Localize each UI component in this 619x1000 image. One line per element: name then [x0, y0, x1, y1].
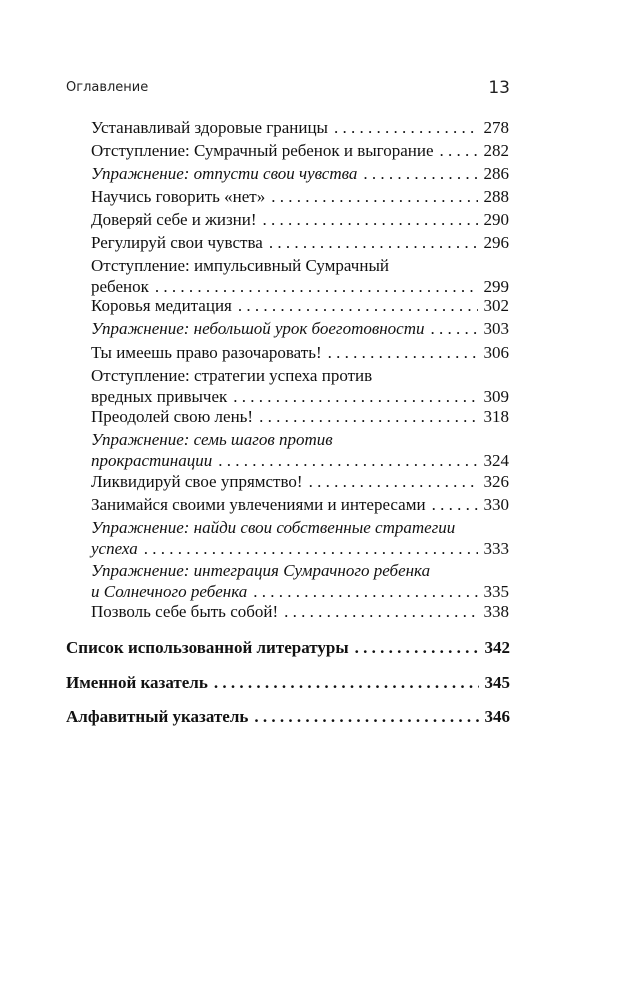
toc-entry-title: вредных привычек [91, 387, 228, 406]
toc-entry-page: 296 [483, 233, 509, 252]
dot-leader [214, 672, 479, 693]
toc-entry-page: 299 [483, 277, 509, 296]
toc-entry-title: Именной казатель [66, 673, 208, 692]
toc-entry[interactable] [91, 255, 509, 297]
toc-entry-title: Преодолей свою лень! [91, 407, 254, 426]
toc-entry[interactable] [91, 601, 509, 622]
dot-leader [269, 232, 478, 253]
toc-entry-title: Коровья медитация [91, 296, 232, 315]
toc-entry-title: успеха [91, 539, 138, 558]
toc-entry[interactable] [91, 140, 509, 161]
toc-entry-page: 288 [483, 187, 509, 206]
toc-entry-page: 318 [483, 407, 509, 426]
toc-entry[interactable] [91, 232, 509, 253]
dot-leader [309, 471, 478, 492]
dot-leader [218, 450, 477, 471]
toc-entry-page: 290 [483, 210, 509, 229]
toc-entry-page: 338 [483, 602, 509, 621]
toc-entry-title-line1: Упражнение: найди свои собственные стратегии [91, 518, 456, 537]
dot-leader [144, 538, 478, 559]
toc-entry-title: Упражнение: отпусти свои чувства [91, 164, 358, 183]
toc-entry-title: Ты имеешь право разочаровать! [91, 343, 322, 362]
dot-leader [432, 494, 478, 515]
toc-entry[interactable] [91, 186, 509, 207]
toc-entry-page: 309 [483, 387, 509, 406]
toc-entry-title-line1: Упражнение: семь шагов против [91, 430, 333, 449]
page-header [66, 78, 510, 100]
toc-entry[interactable] [91, 342, 509, 363]
toc-entry-page: 333 [483, 539, 509, 558]
toc-entry[interactable] [91, 406, 509, 427]
toc-entry[interactable] [91, 209, 509, 230]
dot-leader [263, 209, 478, 230]
toc-entry-title: Алфавитный указатель [66, 707, 249, 726]
toc-entry-title: Упражнение: небольшой урок боеготовности [91, 319, 425, 338]
dot-leader [238, 295, 478, 316]
toc-entry-title: прокрастинации [91, 451, 213, 470]
toc-entry[interactable] [91, 471, 509, 492]
toc-section-entry[interactable] [66, 706, 510, 727]
page-number: 13 [488, 78, 510, 98]
toc-entry-title: Научись говорить «нет» [91, 187, 266, 206]
dot-leader [271, 186, 477, 207]
toc-entry-page: 306 [483, 343, 509, 362]
dot-leader [253, 581, 477, 602]
dot-leader [334, 117, 478, 138]
dot-leader [440, 140, 478, 161]
toc-entry-page: 302 [483, 296, 509, 315]
toc-entry-title: и Солнечного ребенка [91, 582, 248, 601]
toc-entry-title: Список использованной литературы [66, 638, 349, 657]
toc-entry-title: Регулируй свои чувства [91, 233, 263, 252]
toc-entry-title: Доверяй себе и жизни! [91, 210, 257, 229]
toc-section-entry[interactable] [66, 637, 510, 658]
toc-section-entry[interactable] [66, 672, 510, 693]
toc-entry-title-line1: Отступление: стратегии успеха против [91, 366, 373, 385]
dot-leader [328, 342, 478, 363]
toc-entry-title: Позволь себе быть собой! [91, 602, 279, 621]
toc-entry-page: 282 [483, 141, 509, 160]
toc-entry-page: 303 [483, 319, 509, 338]
toc-entry[interactable] [91, 365, 509, 407]
toc-entry[interactable] [91, 318, 509, 339]
running-head: Оглавление [66, 80, 149, 95]
toc-entry-page: 345 [484, 673, 510, 692]
toc-entry-title-line1: Отступление: импульсивный Сумрачный [91, 256, 389, 275]
dot-leader [430, 318, 477, 339]
toc-entry-page: 330 [483, 495, 509, 514]
dot-leader [155, 276, 478, 297]
toc-entry-title: Ликвидируй свое упрямство! [91, 472, 303, 491]
toc-entry-title: Отступление: Сумрачный ребенок и выгорание [91, 141, 434, 160]
toc-entry-title: ребенок [91, 277, 149, 296]
dot-leader [355, 637, 479, 658]
toc-entry-page: 342 [484, 638, 510, 657]
toc-entry[interactable] [91, 117, 509, 138]
toc-entry[interactable] [91, 494, 509, 515]
dot-leader [233, 386, 477, 407]
toc-entry-page: 335 [483, 582, 509, 601]
dot-leader [254, 706, 478, 727]
toc-entry-page: 324 [483, 451, 509, 470]
dot-leader [363, 163, 477, 184]
dot-leader [284, 601, 477, 622]
toc-entry[interactable] [91, 295, 509, 316]
toc-entry[interactable] [91, 163, 509, 184]
toc-entry-page: 278 [483, 118, 509, 137]
toc-entry[interactable] [91, 517, 509, 559]
toc-entry[interactable] [91, 429, 509, 471]
toc-entry-title-line1: Упражнение: интеграция Сумрачного ребенка [91, 561, 431, 580]
toc-entry-title: Занимайся своими увлечениями и интересами [91, 495, 426, 514]
toc-entry-page: 326 [483, 472, 509, 491]
toc-entry[interactable] [91, 560, 509, 602]
toc-entry-page: 346 [484, 707, 510, 726]
toc-entry-page: 286 [483, 164, 509, 183]
toc-entry-title: Устанавливай здоровые границы [91, 118, 328, 137]
dot-leader [259, 406, 477, 427]
